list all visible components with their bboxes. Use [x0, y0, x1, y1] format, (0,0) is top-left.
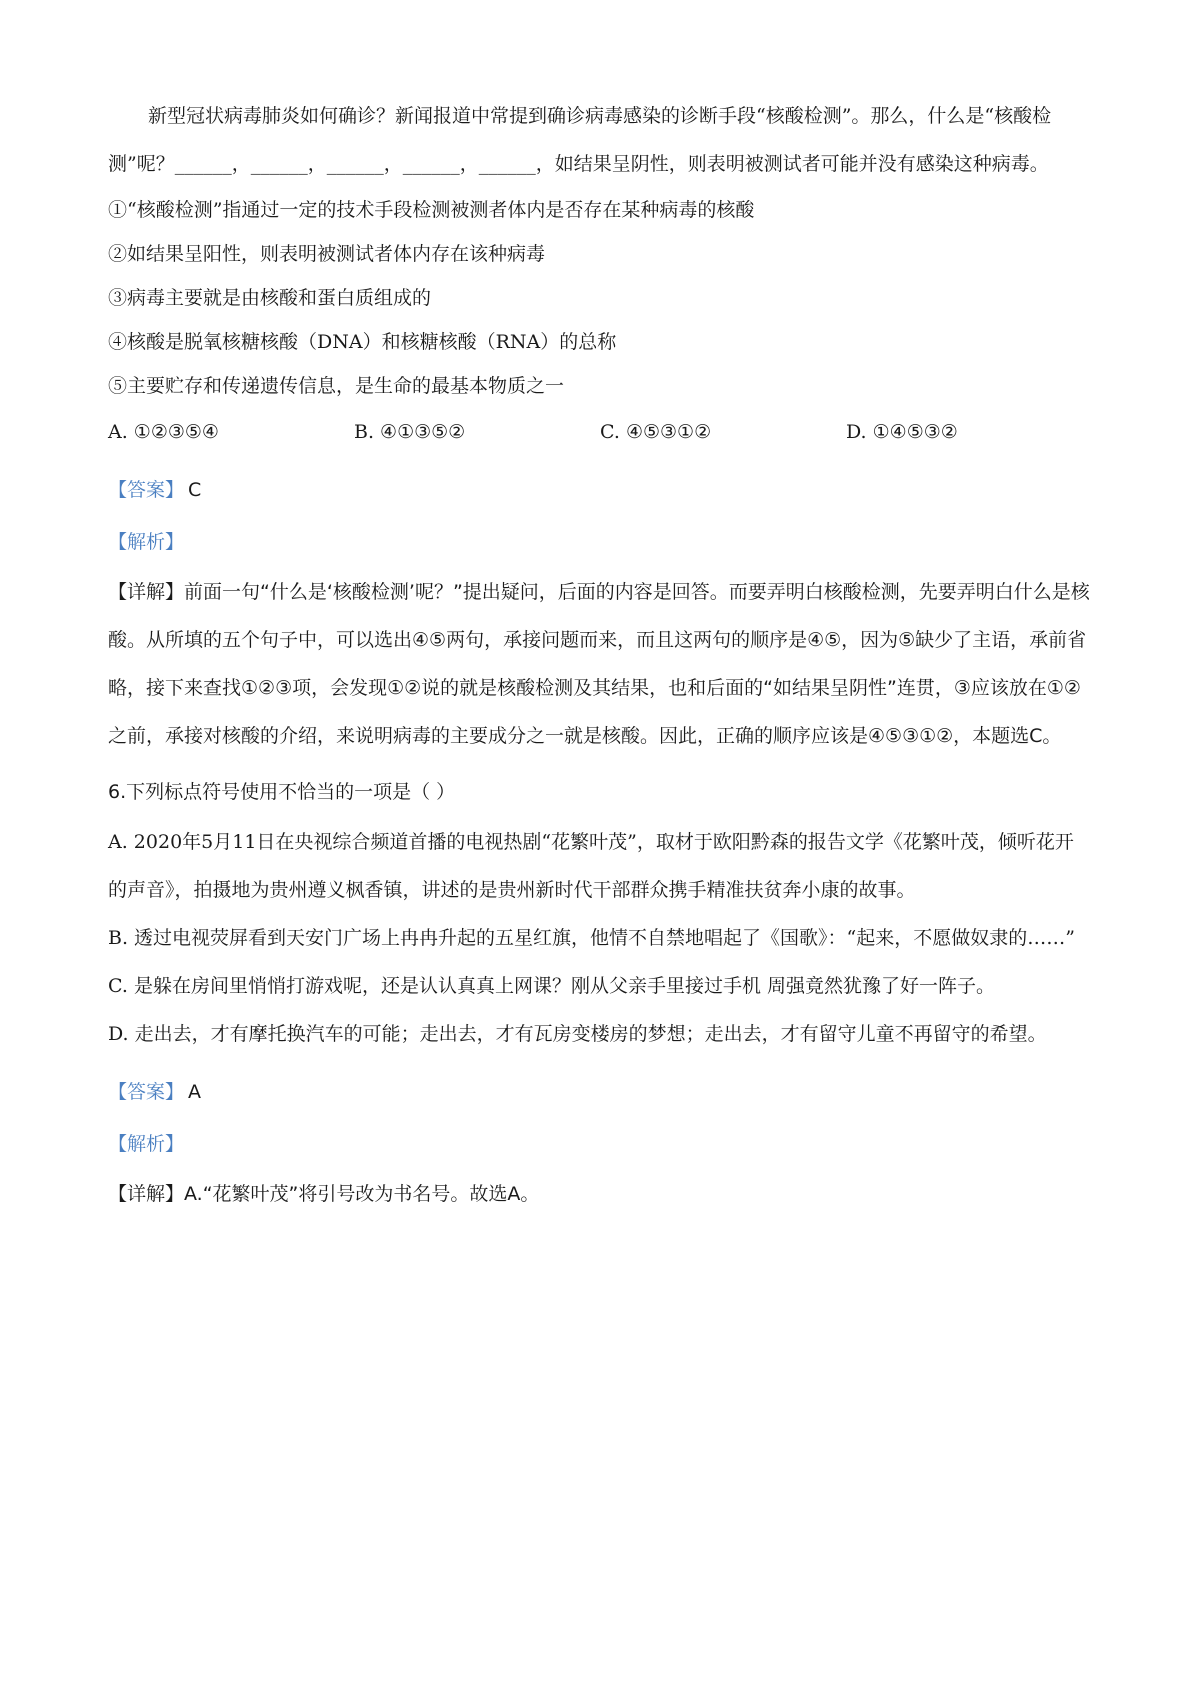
q6-option-d: D. 走出去，才有摩托换汽车的可能；走出去，才有瓦房变楼房的梦想；走出去，才有留守儿童不再留守的希望。: [108, 1023, 1047, 1045]
q6-title: 6.下列标点符号使用不恰当的一项是（ ）: [108, 781, 456, 803]
q6-analysis: [108, 1118, 1092, 1170]
q5-sentence-5: ⑤主要贮存和传递遗传信息，是生命的最基本物质之一: [108, 375, 565, 397]
q5-option-a: A. ①②③⑤④: [108, 421, 219, 443]
q5-sentence-4: ④核酸是脱氧核糖核酸（DNA）和核糖核酸（RNA）的总称: [108, 331, 617, 353]
q5-detail-text: 前面一句“什么是‘核酸检测’呢？”提出疑问，后面的内容是回答。而要弄明白核酸检测，先要弄明白什么是核酸。从所填的五个句子中，可以选出④⑤两句，承接问题而来，而且这两句的顺序是④⑤，因为⑤缺少了主语，承前省略，接下来查找①②③项，会发现①②说的就是核酸检测及其结果，也和后面的“如结果呈阴性”连贯，③应该放在①②之前，承接对核酸的介绍，来说明病毒的主要成分之一就是核酸。因此，正确的顺序应该是④⑤③①②，本题选C。: [108, 581, 1090, 747]
q5-answer-value: C: [188, 479, 202, 501]
q6-option-c: C. 是躲在房间里悄悄打游戏呢，还是认认真真上网课？刚从父亲手里接过手机 周强竟然犹豫了好一阵子。: [108, 975, 995, 997]
q6-answer-tag: 【答案】: [108, 1081, 185, 1103]
q6-analysis-tag: 【解析】: [108, 1133, 185, 1155]
q5-detail: [108, 568, 1092, 760]
q5-answer-tag: 【答案】: [108, 479, 185, 501]
q5-sentence-2: ②如结果呈阳性，则表明被测试者体内存在该种病毒: [108, 243, 546, 265]
q5-options: [108, 408, 1092, 456]
q5-option-d: D. ①④⑤③②: [846, 421, 958, 443]
q5-stem: 新型冠状病毒肺炎如何确诊？新闻报道中常提到确诊病毒感染的诊断手段“核酸检测”。那么，什么是“核酸检测”呢？______，______，______，______，______，如结果呈阴性，则表明被测试者可能并没有感染这种病毒。: [108, 105, 1052, 175]
q6-detail-tag: 【详解】: [108, 1183, 185, 1205]
q5-analysis-tag: 【解析】: [108, 531, 185, 553]
q5-answer: [108, 464, 1092, 516]
q6-option-a: A. 2020年5月11日在央视综合频道首播的电视热剧“花繁叶茂”，取材于欧阳黔森的报告文学《花繁叶茂，倾听花开的声音》，拍摄地为贵州遵义枫香镇，讲述的是贵州新时代干部群众携手精准扶贫奔小康的故事。: [108, 831, 1074, 901]
q6-answer-value: A: [188, 1081, 202, 1103]
q5-analysis: [108, 516, 1092, 568]
q5-option-b: B. ④①③⑤②: [354, 421, 466, 443]
q6-option-b: B. 透过电视荧屏看到天安门广场上冉冉升起的五星红旗，他情不自禁地唱起了《国歌》：“起来，不愿做奴隶的……”: [108, 927, 1075, 949]
q6-answer: [108, 1066, 1092, 1118]
q6-detail-text: A.“花繁叶茂”将引号改为书名号。故选A。: [184, 1183, 540, 1205]
q5-detail-tag: 【详解】: [108, 581, 185, 603]
q5-option-c: C. ④⑤③①②: [600, 421, 712, 443]
q5-sentence-1: ①“核酸检测”指通过一定的技术手段检测被测者体内是否存在某种病毒的核酸: [108, 199, 755, 221]
q6-detail: [108, 1170, 1092, 1218]
q5-sentence-3: ③病毒主要就是由核酸和蛋白质组成的: [108, 287, 432, 309]
